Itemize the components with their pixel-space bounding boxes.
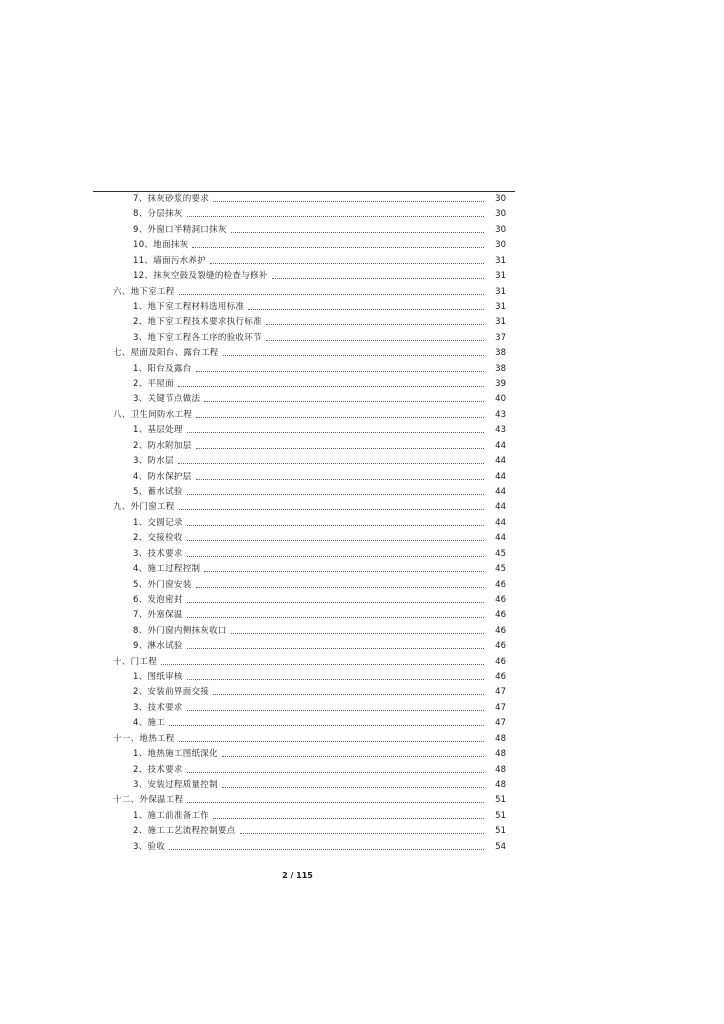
toc-entry-page: 44: [495, 456, 506, 467]
toc-entry[interactable]: [133, 592, 506, 606]
toc-entry-label: 9、淋水试验: [133, 641, 183, 652]
toc-entry-label: 4、防水保护层: [133, 471, 192, 482]
dot-leader: [196, 587, 484, 588]
toc-entry-page: 48: [495, 749, 506, 760]
toc-entry[interactable]: [133, 638, 506, 652]
toc-entry-label: 1、地热施工图纸深化: [133, 749, 218, 760]
toc-entry-label: 2、施工工艺流程控制要点: [133, 826, 236, 837]
dot-leader: [187, 679, 484, 680]
dot-leader: [187, 648, 484, 649]
dot-leader: [187, 772, 484, 773]
toc-entry-label: 1、阳台及露台: [133, 363, 192, 374]
toc-entry-page: 48: [495, 764, 506, 775]
toc-entry[interactable]: [133, 330, 506, 344]
toc-entry[interactable]: [113, 345, 506, 359]
dot-leader: [210, 263, 484, 264]
toc-entry-page: 47: [495, 702, 506, 713]
toc-entry[interactable]: [133, 191, 506, 205]
toc-entry-page: 31: [495, 271, 506, 282]
toc-entry-label: 2、安装前界面交接: [133, 687, 210, 698]
toc-entry[interactable]: [133, 715, 506, 729]
toc-entry-page: 44: [495, 517, 506, 528]
toc-entry-page: 51: [495, 795, 506, 806]
toc-entry-page: 46: [495, 610, 506, 621]
toc-entry-label: 2、防水附加层: [133, 440, 192, 451]
toc-entry-label: 1、基层处理: [133, 425, 183, 436]
toc-entry[interactable]: [133, 391, 506, 405]
toc-entry-label: 1、地下室工程材料选用标准: [133, 301, 245, 312]
toc-entry-page: 48: [495, 733, 506, 744]
toc-entry[interactable]: [133, 777, 506, 791]
toc-entry-page: 54: [495, 841, 506, 852]
toc-entry[interactable]: [113, 499, 506, 513]
toc-entry-label: 10、地面抹灰: [133, 240, 189, 251]
toc-entry-label: 3、关键节点做法: [133, 394, 201, 405]
toc-entry[interactable]: [133, 530, 506, 544]
dot-leader: [187, 710, 484, 711]
toc-entry-page: 46: [495, 641, 506, 652]
toc-entry-page: 51: [495, 810, 506, 821]
toc-entry-page: 43: [495, 425, 506, 436]
dot-leader: [169, 849, 484, 850]
toc-entry-label: 1、交圆记录: [133, 517, 183, 528]
toc-entry[interactable]: [133, 253, 506, 267]
dot-leader: [179, 741, 484, 742]
toc-entry-page: 39: [495, 379, 506, 390]
toc-entry-page: 44: [495, 440, 506, 451]
toc-entry-label: 8、外门窗内侧抹灰收口: [133, 625, 227, 636]
dot-leader: [179, 509, 484, 510]
toc-entry[interactable]: [133, 839, 506, 853]
dot-leader: [187, 525, 484, 526]
dot-leader: [187, 556, 484, 557]
toc-entry-page: 43: [495, 409, 506, 420]
toc-entry-label: 11、墙面污水养护: [133, 255, 207, 266]
toc-entry-label: 八、卫生间防水工程: [113, 409, 193, 420]
toc-entry[interactable]: [113, 654, 506, 668]
toc-entry-page: 30: [495, 209, 506, 220]
dot-leader: [266, 340, 484, 341]
dot-leader: [196, 448, 484, 449]
toc-entry-label: 3、技术要求: [133, 548, 183, 559]
toc-entry[interactable]: [133, 669, 506, 683]
toc-entry-page: 47: [495, 687, 506, 698]
toc-entry-label: 8、分层抹灰: [133, 209, 183, 220]
toc-entry[interactable]: [133, 577, 506, 591]
toc-entry-label: 2、平屋面: [133, 379, 174, 390]
toc-entry[interactable]: [133, 561, 506, 575]
toc-entry-page: 47: [495, 718, 506, 729]
dot-leader: [266, 324, 484, 325]
toc-entry-label: 六、地下室工程: [113, 286, 175, 297]
toc-entry[interactable]: [133, 762, 506, 776]
toc-entry-page: 44: [495, 502, 506, 513]
dot-leader: [187, 494, 484, 495]
dot-leader: [196, 371, 484, 372]
dot-leader: [161, 664, 484, 665]
toc-entry-page: 45: [495, 564, 506, 575]
toc-entry[interactable]: [133, 515, 506, 529]
toc-entry-page: 46: [495, 672, 506, 683]
dot-leader: [213, 201, 484, 202]
toc-entry[interactable]: [133, 808, 506, 822]
toc-entry[interactable]: [133, 453, 506, 467]
toc-entry[interactable]: [133, 469, 506, 483]
toc-entry-page: 30: [495, 240, 506, 251]
toc-entry[interactable]: [133, 484, 506, 498]
toc-entry[interactable]: [113, 731, 506, 745]
dot-leader: [187, 540, 484, 541]
toc-entry-label: 4、施工过程控制: [133, 564, 201, 575]
toc-entry-label: 2、交接检收: [133, 533, 183, 544]
toc-entry[interactable]: [133, 314, 506, 328]
toc-entry-page: 46: [495, 625, 506, 636]
toc-entry[interactable]: [113, 792, 506, 806]
toc-entry-label: 12、抹灰空鼓及裂缝的检查与修补: [133, 271, 268, 282]
toc-entry-label: 3、防水层: [133, 456, 174, 467]
toc-entry-label: 5、蓄水试验: [133, 486, 183, 497]
toc-entry[interactable]: [133, 746, 506, 760]
toc-entry-page: 44: [495, 471, 506, 482]
toc-entry-page: 31: [495, 286, 506, 297]
dot-leader: [187, 802, 484, 803]
toc-entry[interactable]: [133, 299, 506, 313]
dot-leader: [179, 294, 484, 295]
toc-entry-page: 30: [495, 224, 506, 235]
toc-entry-label: 5、外门窗安装: [133, 579, 192, 590]
toc-entry-page: 46: [495, 594, 506, 605]
toc-entry-label: 7、抹灰砂浆的要求: [133, 194, 210, 204]
dot-leader: [204, 401, 484, 402]
toc-entry[interactable]: [133, 607, 506, 621]
toc-entry-page: 38: [495, 363, 506, 374]
toc-entry-page: 44: [495, 533, 506, 544]
dot-leader: [240, 833, 484, 834]
toc-entry-page: 44: [495, 486, 506, 497]
toc-entry[interactable]: [133, 361, 506, 375]
toc-entry-label: 7、外塞保温: [133, 610, 183, 621]
toc-entry-page: 31: [495, 317, 506, 328]
toc-entry-label: 3、技术要求: [133, 702, 183, 713]
toc-entry-label: 十二、外保温工程: [113, 795, 184, 806]
dot-leader: [187, 617, 484, 618]
toc-entry[interactable]: [133, 684, 506, 698]
toc-entry-page: 30: [495, 194, 506, 204]
toc-entry-label: 1、施工前准备工作: [133, 810, 210, 821]
toc-entry[interactable]: [133, 268, 506, 282]
toc-entry-page: 37: [495, 332, 506, 343]
toc-entry-page: 48: [495, 779, 506, 790]
toc-entry-label: 2、地下室工程技术要求执行标准: [133, 317, 262, 328]
toc-entry-label: 九、外门窗工程: [113, 502, 175, 513]
dot-leader: [223, 355, 484, 356]
toc-entry-label: 七、屋面及阳台、露台工程: [113, 348, 219, 359]
dot-leader: [187, 432, 484, 433]
toc-entry[interactable]: [133, 623, 506, 637]
dot-leader: [231, 232, 484, 233]
toc-entry-label: 3、地下室工程各工序的验收环节: [133, 332, 262, 343]
dot-leader: [231, 633, 484, 634]
toc-entry-page: 46: [495, 579, 506, 590]
toc-entry[interactable]: [133, 823, 506, 837]
dot-leader: [272, 278, 484, 279]
toc-entry-page: 51: [495, 826, 506, 837]
toc-entry-page: 46: [495, 656, 506, 667]
dot-leader: [196, 417, 484, 418]
page-number: 2 / 115: [282, 871, 313, 880]
dot-leader: [169, 725, 484, 726]
toc-entry[interactable]: [133, 206, 506, 220]
toc-entry[interactable]: [133, 376, 506, 390]
toc-entry[interactable]: [133, 237, 506, 251]
toc-entry[interactable]: [133, 438, 506, 452]
toc-entry[interactable]: [113, 284, 506, 298]
toc-entry[interactable]: [133, 422, 506, 436]
dot-leader: [187, 602, 484, 603]
toc-entry-page: 40: [495, 394, 506, 405]
toc-entry[interactable]: [133, 546, 506, 560]
toc-entry-label: 3、验收: [133, 841, 166, 852]
toc-entry-label: 9、外窗口半精洞口抹灰: [133, 224, 227, 235]
toc-entry[interactable]: [133, 700, 506, 714]
toc-entry-page: 31: [495, 301, 506, 312]
dot-leader: [213, 694, 484, 695]
dot-leader: [204, 571, 484, 572]
dot-leader: [196, 479, 484, 480]
toc-entry-page: 38: [495, 348, 506, 359]
toc-entry-label: 6、发泡密封: [133, 594, 183, 605]
toc-entry-label: 4、施工: [133, 718, 166, 729]
toc-entry[interactable]: [133, 222, 506, 236]
toc-entry-label: 3、安装过程质量控制: [133, 779, 218, 790]
toc-entry-page: 31: [495, 255, 506, 266]
dot-leader: [178, 463, 484, 464]
dot-leader: [178, 386, 484, 387]
dot-leader: [222, 787, 484, 788]
dot-leader: [213, 818, 484, 819]
toc-entry-label: 十一、地热工程: [113, 733, 175, 744]
dot-leader: [248, 309, 484, 310]
toc-entry-label: 2、技术要求: [133, 764, 183, 775]
dot-leader: [187, 216, 484, 217]
dot-leader: [222, 756, 484, 757]
toc-entry[interactable]: [113, 407, 506, 421]
toc-entry-label: 1、图纸审核: [133, 672, 183, 683]
dot-leader: [192, 247, 484, 248]
toc-entry-label: 十、门工程: [113, 656, 158, 667]
toc-entry-page: 45: [495, 548, 506, 559]
